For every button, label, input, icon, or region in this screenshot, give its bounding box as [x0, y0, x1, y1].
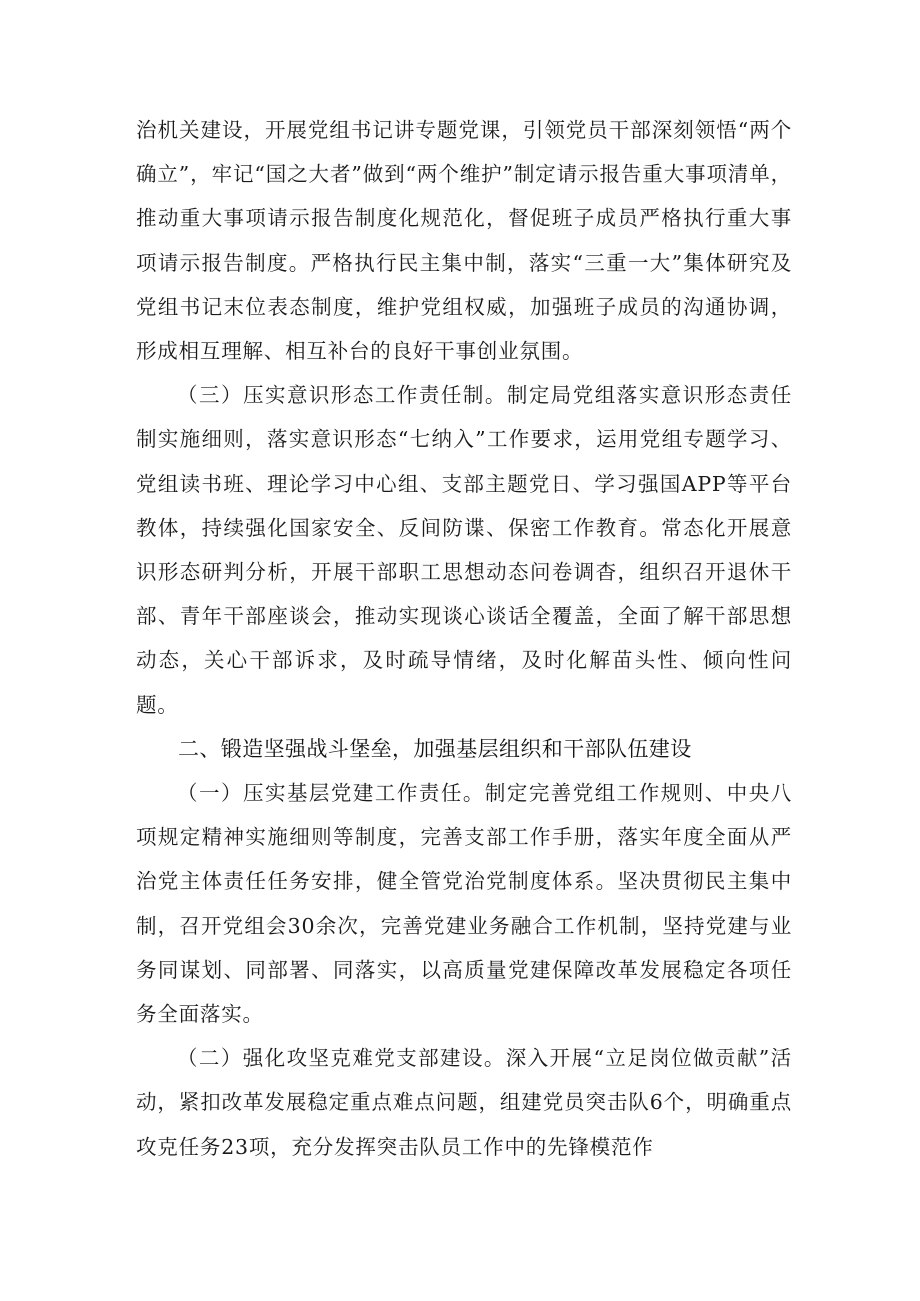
paragraph-ideology-responsibility: （三）压实意识形态工作责任制。制定局党组落实意识形态责任制实施细则，落实意识形态“七纳入”工作要求，运用党组专题学习、党组读书班、理论学习中心组、支部主题党日、学习强国APP等平台教体，持续强化国家安全、反间防谍、保密工作教育。常态化开展意识形态研判分析，开展干部职工思想动态问卷调杳，组织召开退休干部、青年干部座谈会，推动实现谈心谈话全覆盖，全面了解干部思想动态，关心干部诉求，及时疏导情绪，及时化解苗头性、倾向性问题。 — [136, 383, 792, 717]
paragraph-branch-building: （二）强化攻坚克难党支部建设。深入开展“立足岗位做贡献”活动，紧扣改革发展稳定重点难点问题，组建党员突击队6个，明确重点攻克任务23项，充分发挥突击队员工作中的先锋模范作 — [136, 1046, 792, 1159]
section-heading: 二、锻造坚强战斗堡垒，加强基层组织和干部队伍建设 — [178, 736, 692, 761]
paragraph-continuation: 治机关建设，开展党组书记讲专题党课，引领党员干部深刻领悟“两个确立”，牢记“国之大者”做到“两个维护”制定请示报告重大事项清单，推动重大事项请示报告制度化规范化，督促班子成员严格执行重大事项请示报告制度。严格执行民主集中制，落实“三重一大”集体研究及党组书记末位表态制度，维护党组权威，加强班子成员的沟通协调，形成相互理解、相互补台的良好干事创业氛围。 — [136, 118, 792, 364]
paragraph-grassroots-responsibility: （一）压实基层党建工作责任。制定完善党组工作规则、中央八项规定精神实施细则等制度，完善支部工作手册，落实年度全面从严治党主体责任任务安排，健全管党治党制度体系。坚决贯彻民主集中制，召开党组会30余次，完善党建业务融合工作机制，坚持党建与业务同谋划、同部署、同落实，以高质量党建保障改革发展稳定各项任务全面落实。 — [136, 781, 792, 1027]
document-body — [136, 108, 792, 1169]
